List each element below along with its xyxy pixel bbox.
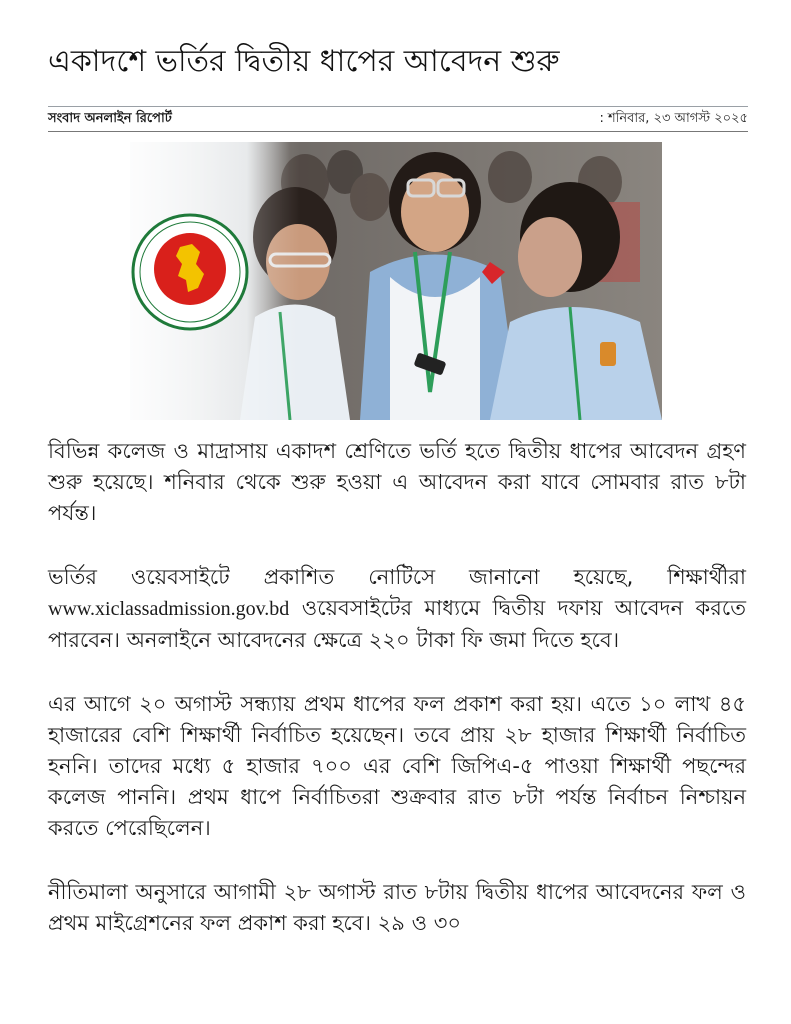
paragraph-1: বিভিন্ন কলেজ ও মাদ্রাসায় একাদশ শ্রেণিতে ভর্তি হতে দ্বিতীয় ধাপের আবেদন গ্রহণ শুরু হয়েছে। শনিবার থেকে শুরু হওয়া এ আবেদন করা যাবে সোমবার রাত ৮টা পর্যন্ত। (48, 439, 746, 525)
admission-website-link[interactable]: www.xiclassadmission.gov.bd (48, 598, 290, 620)
paragraph-4: নীতিমালা অনুসারে আগামী ২৮ অগাস্ট রাত ৮টায় দ্বিতীয় ধাপের আবেদনের ফল ও প্রথম মাইগ্রেশনের ফল প্রকাশ করা হবে। ২৯ ও ৩০ (48, 880, 746, 935)
article-headline: একাদশে ভর্তির দ্বিতীয় ধাপের আবেদন শুরু (48, 44, 560, 79)
divider-top (48, 106, 748, 107)
government-emblem (133, 215, 247, 329)
paragraph-2-intro: ভর্তির ওয়েবসাইটে প্রকাশিত নোটিসে জানানো হয়েছে, শিক্ষার্থীরা (48, 565, 746, 589)
publish-date: : শনিবার, ২৩ আগস্ট ২০২৫ (599, 111, 748, 126)
paragraph-2-rest: ওয়েবসাইটের মাধ্যমে দ্বিতীয় দফায় আবেদন করতে পারবেন। অনলাইনে আবেদনের ক্ষেত্রে ২২০ টাকা ফি জমা দিতে হবে। (48, 596, 746, 652)
paragraph-3: এর আগে ২০ অগাস্ট সন্ধ্যায় প্রথম ধাপের ফল প্রকাশ করা হয়। এতে ১০ লাখ ৪৫ হাজারের বেশি শিক্ষার্থী নির্বাচিত হয়েছেন। তবে প্রায় ২৮ হাজার শিক্ষার্থী নির্বাচিত হননি। তাদের মধ্যে ৫ হাজার ৭০০ এর বেশি জিপিএ-৫ পাওয়া শিক্ষার্থী পছন্দের কলেজ পাননি। প্রথম ধাপে নির্বাচিতরা শুক্রবার রাত ৮টা পর্যন্ত নির্বাচন নিশ্চায়ন করতে পেরেছিলেন। (48, 692, 746, 840)
article-photo (130, 142, 662, 420)
article-body (48, 436, 746, 972)
divider-bottom (48, 131, 748, 132)
byline (48, 109, 748, 129)
reporter-name: সংবাদ অনলাইন রিপোর্ট (48, 111, 172, 126)
paragraph-2 (48, 562, 746, 656)
